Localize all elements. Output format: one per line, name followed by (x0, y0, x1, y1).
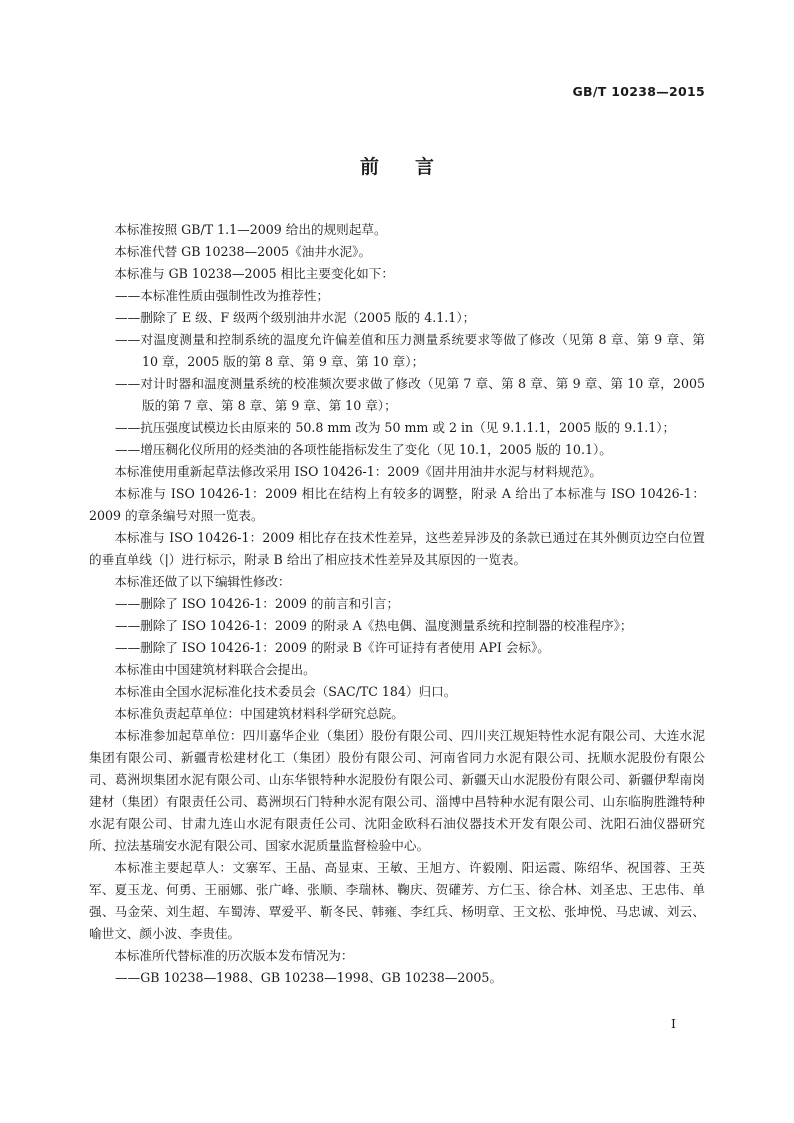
list-item: ——本标准性质由强制性改为推荐性； (115, 288, 330, 303)
paragraph: 本标准参加起草单位：四川嘉华企业（集团）股份有限公司、四川夹江规矩特性水泥有限公司、大连水泥集团有限公司、新疆青松建材化工（集团）股份有限公司、河南省同力水泥有限公司、抚顺水泥股份有限公司、葛洲坝集团水泥有限公司、山东华银特种水泥股份有限公司、新疆天山水泥股份有限公司、新疆伊犁南岗建材（集团）有限责任公司、葛洲坝石门特种水泥有限公司、淄博中昌特种水泥有限公司、山东临朐胜潍特种水泥有限公司、甘肃九连山水泥有限责任公司、沈阳金欧科石油仪器技术开发有限公司、沈阳石油仪器研究所、拉法基瑞安水泥有限公司、国家水泥质量监督检验中心。 (89, 728, 705, 853)
list-item: ——删除了 ISO 10426-1：2009 的附录 A《热电偶、温度测量系统和控制器的校准程序》； (115, 618, 633, 633)
list-item: ——对计时器和温度测量系统的校准频次要求做了修改（见第 7 章、第 8 章、第 9 章、第 10 章，2005 版的第 7 章、第 8 章、第 9 章、第 10 章）； (115, 376, 705, 413)
paragraph: 本标准使用重新起草法修改采用 ISO 10426-1：2009《固井用油井水泥与材料规范》。 (114, 464, 603, 479)
list-item: ——删除了 ISO 10426-1：2009 的前言和引言； (115, 596, 400, 611)
paragraph: 本标准代替 GB 10238—2005《油井水泥》。 (114, 244, 372, 259)
page-title: 前言 (359, 156, 470, 178)
list-item: ——对温度测量和控制系统的温度允许偏差值和压力测量系统要求等做了修改（见第 8 章、第 9 章、第 10 章，2005 版的第 8 章、第 9 章、第 10 章）； (115, 332, 705, 369)
list-item: ——GB 10238—1988、GB 10238—1998、GB 10238—2005。 (115, 970, 503, 985)
paragraph: 本标准所代替标准的历次版本发布情况为： (114, 948, 354, 963)
paragraph: 本标准与 ISO 10426-1：2009 相比存在技术性差异，这些差异涉及的条款已通过在其外侧页边空白位置的垂直单线（|）进行标示，附录 B 给出了相应技术性差异及其原因的一览表。 (89, 530, 705, 567)
paragraph: 本标准按照 GB/T 1.1—2009 给出的规则起草。 (114, 222, 387, 237)
paragraph: 本标准还做了以下编辑性修改： (114, 574, 291, 589)
paragraph: 本标准由全国水泥标准化技术委员会（SAC/TC 184）归口。 (114, 684, 457, 699)
list-item: ——抗压强度试模边长由原来的 50.8 mm 改为 50 mm 或 2 in（见 9.1.1.1，2005 版的 9.1.1）； (115, 420, 676, 435)
paragraph: 本标准主要起草人：文寨军、王晶、高显束、王敏、王旭方、许毅刚、阳运霞、陈绍华、祝国蓉、王英军、夏玉龙、何勇、王丽娜、张广峰、张顺、李瑞林、鞠庆、贺礶芳、方仁玉、徐合林、刘圣忠、王忠伟、单强、马金荣、刘生超、车蜀涛、覃爱平、靳冬民、韩雍、李红兵、杨明章、王文松、张坤悦、马忠诚、刘云、喻世文、颜小波、李贵佳。 (89, 860, 705, 941)
document-body (89, 219, 705, 989)
list-item: ——删除了 E 级、F 级两个级别油井水泥（2005 版的 4.1.1）； (115, 310, 476, 325)
paragraph: 本标准负责起草单位：中国建筑材料科学研究总院。 (114, 706, 404, 721)
paragraph: 本标准与 GB 10238—2005 相比主要变化如下： (114, 266, 394, 281)
list-item: ——增压稠化仪所用的烃类油的各项性能指标发生了变化（见 10.1，2005 版的 10.1）。 (115, 442, 612, 457)
paragraph: 本标准与 ISO 10426-1：2009 相比在结构上有较多的调整，附录 A 给出了本标准与 ISO 10426-1：2009 的章条编号对照一览表。 (89, 486, 705, 523)
paragraph: 本标准由中国建筑材料联合会提出。 (114, 662, 316, 677)
list-item: ——删除了 ISO 10426-1：2009 的附录 B《许可证持有者使用 API 会标》。 (115, 640, 550, 655)
page-number: I (671, 1016, 676, 1031)
standard-code: GB/T 10238—2015 (572, 84, 705, 99)
